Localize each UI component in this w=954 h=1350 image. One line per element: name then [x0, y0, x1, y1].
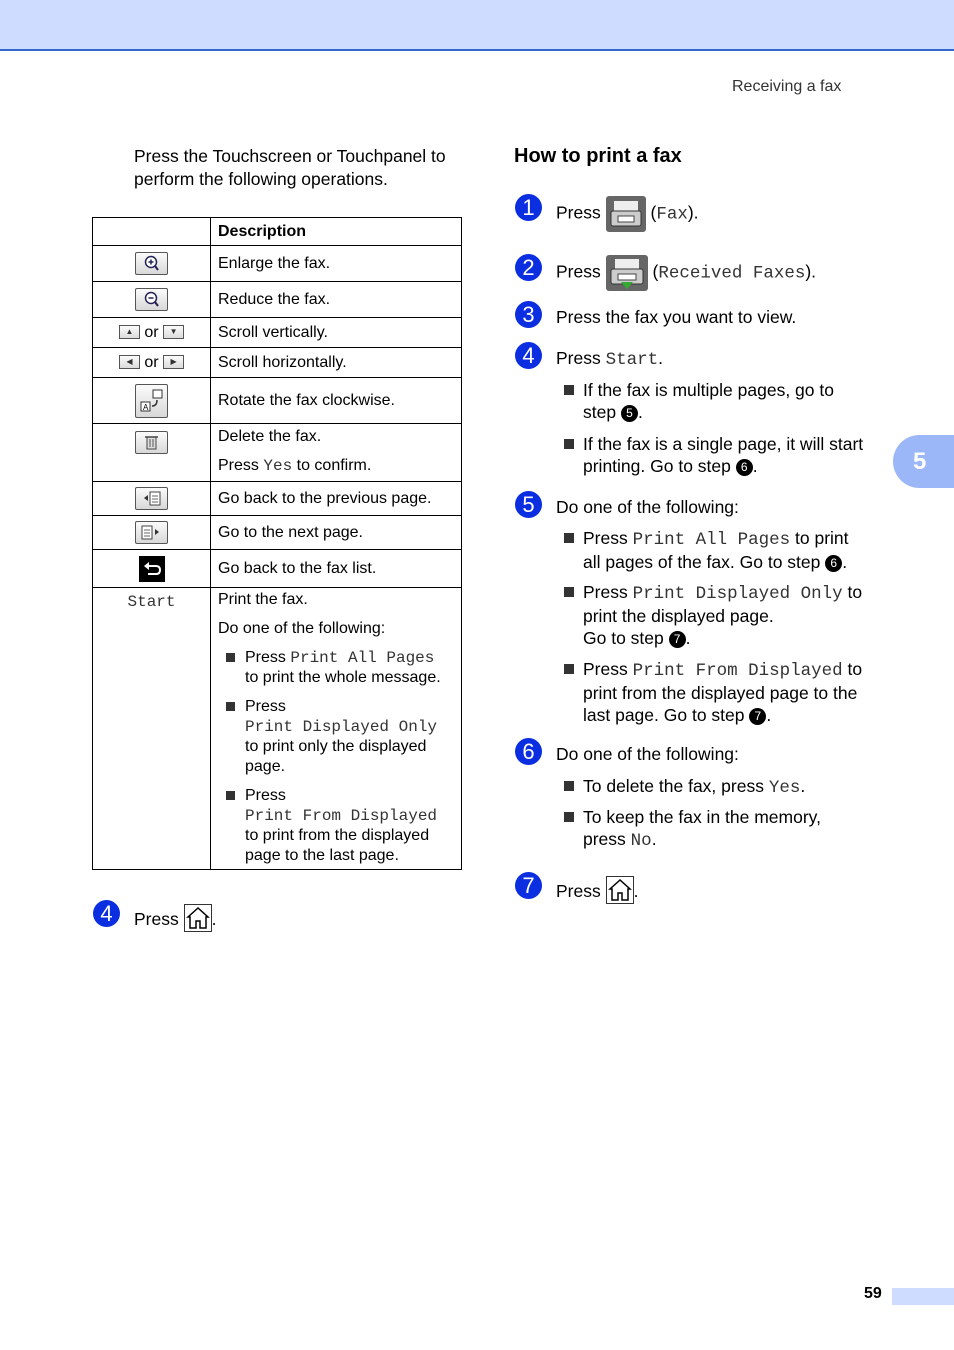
svg-text:A: A: [143, 402, 149, 412]
reduce-desc: Reduce the fax.: [211, 282, 462, 318]
press-text: Press: [556, 348, 601, 368]
print-displayed-only-key: Print Displayed Only: [632, 584, 843, 604]
back-icon: [139, 556, 165, 582]
next-desc: Go to the next page.: [211, 516, 462, 550]
home-icon: [606, 876, 634, 904]
print-from-displayed-key: Print From Displayed: [245, 807, 438, 825]
zoom-out-icon: [135, 288, 168, 311]
print-displayed-only-key: Print Displayed Only: [245, 718, 438, 736]
table-row: [93, 318, 462, 348]
rotate-icon: [135, 384, 168, 418]
bullet-text: all pages of the fax. Go to step: [583, 552, 821, 572]
step-4: [556, 347, 663, 371]
step-ref: 7: [749, 708, 766, 725]
table-row: [93, 550, 462, 588]
intro-text: Press the Touchscreen or Touchpanel to perform the following operations.: [134, 146, 446, 189]
period: .: [633, 881, 639, 901]
bullet-text: If the fax is multiple pages, go to: [583, 380, 834, 400]
scroll-h-desc: Scroll horizontally.: [211, 348, 462, 378]
yes-key: Yes: [768, 778, 801, 798]
paren-open: (: [650, 202, 657, 223]
bullet-text: print from the displayed page to the: [583, 683, 858, 703]
paren-open: (: [652, 261, 659, 282]
table-header-empty: [93, 218, 211, 246]
print-all-pages-key: Print All Pages: [632, 530, 791, 550]
or-label: or: [144, 323, 159, 341]
step-6-bullet-1: To delete the fax, press Yes.: [564, 775, 903, 799]
press-text: Press: [556, 261, 601, 282]
operations-table: [92, 217, 462, 870]
press-text: Press: [245, 787, 286, 804]
step-ref: 6: [736, 459, 753, 476]
page-header-title: Receiving a fax: [732, 78, 842, 95]
no-key: No: [630, 831, 652, 851]
trash-icon: [135, 431, 168, 454]
paren-close: ).: [805, 261, 817, 282]
step-5-bullet-3: Press Print From Displayed to print from the displayed page to the last page. Go to step 7 .: [564, 658, 903, 726]
bullet-text: to print the whole message.: [245, 669, 441, 686]
step-5: Do one of the following:: [556, 497, 739, 517]
table-row: [93, 424, 462, 482]
press-text: Press: [556, 202, 601, 223]
step-number-5: 5: [515, 491, 542, 518]
bullet-text: last page. Go to step: [583, 705, 745, 725]
step-number-1: 1: [515, 194, 542, 221]
arrow-left-icon: ◀: [119, 355, 140, 369]
page-number-bar: [892, 1288, 954, 1305]
page-number: 59: [864, 1285, 882, 1302]
arrow-right-icon: ▶: [163, 355, 184, 369]
step-5-bullet-2: Press Print Displayed Only to print the displayed page. Go to step 7 .: [564, 581, 903, 649]
bullet-text: to print from the displayed page to the last page.: [245, 827, 430, 864]
step-4-bullet-1: If the fax is multiple pages, go to step 5 .: [564, 379, 883, 423]
prev-page-icon: [135, 487, 168, 510]
zoom-in-icon: [135, 252, 168, 275]
press-text: Press: [134, 909, 179, 929]
table-row: [93, 348, 462, 378]
bullet-text: to print: [795, 528, 849, 548]
confirm-text: to confirm.: [296, 457, 372, 474]
table-row: [93, 588, 462, 870]
bullet-text: press: [583, 829, 626, 849]
or-label: or: [144, 353, 159, 371]
table-row: [93, 516, 462, 550]
left-step-4: [134, 904, 216, 932]
scroll-v-desc: Scroll vertically.: [211, 318, 462, 348]
chapter-tab: 5: [893, 435, 954, 488]
start-key: Start: [127, 593, 176, 611]
period: .: [658, 348, 663, 368]
press-text: Press: [583, 659, 628, 679]
bullet-text: to: [847, 582, 863, 602]
received-faxes-icon: [606, 255, 648, 291]
delete-confirm-line: [218, 456, 461, 476]
start-desc-1: Print the fax.: [218, 591, 308, 608]
start-desc-2: Do one of the following:: [218, 620, 386, 637]
bullet-text: to: [847, 659, 863, 679]
step-3: Press the fax you want to view.: [556, 307, 797, 327]
step-5-bullet-1: Press Print All Pages to print all pages of the fax. Go to step 6 .: [564, 527, 903, 573]
press-text: Press: [583, 582, 628, 602]
step-ref: 6: [825, 555, 842, 572]
step-number-4-left: 4: [93, 900, 120, 927]
bullet-text: to print only the displayed page.: [245, 738, 427, 775]
start-key: Start: [605, 350, 659, 370]
step-6: Do one of the following:: [556, 744, 739, 764]
bullet-text: To keep the fax in the memory,: [583, 807, 821, 827]
bullet-text: printing. Go to step: [583, 456, 731, 476]
step-ref: 5: [621, 405, 638, 422]
press-text: Press: [245, 649, 286, 666]
section-title: How to print a fax: [514, 145, 682, 167]
bullet-text: If the fax is a single page, it will start: [583, 434, 864, 454]
period: .: [211, 909, 217, 929]
received-faxes-key: Received Faxes: [658, 263, 806, 284]
press-text: Press: [245, 698, 286, 715]
enlarge-desc: Enlarge the fax.: [211, 246, 462, 282]
step-6-bullet-2: To keep the fax in the memory, press No.: [564, 806, 903, 852]
step-number-3: 3: [515, 301, 542, 328]
table-header: Description: [211, 218, 462, 246]
step-number-4: 4: [515, 342, 542, 369]
rotate-desc: Rotate the fax clockwise.: [211, 378, 462, 424]
bullet-text: Go to step: [583, 628, 664, 648]
start-bullet-3: [226, 786, 455, 866]
arrow-up-icon: ▲: [119, 325, 140, 339]
step-number-7: 7: [515, 872, 542, 899]
bullet-text: To delete the fax, press: [583, 776, 764, 796]
step-2: [556, 255, 816, 291]
paren-close: ).: [687, 202, 699, 223]
start-bullet-2: [226, 697, 455, 777]
step-number-6: 6: [515, 738, 542, 765]
yes-key: Yes: [263, 457, 293, 475]
fax-icon: [606, 196, 646, 232]
press-text: Press: [218, 457, 259, 474]
start-bullet-1: [226, 648, 455, 688]
step-1: [556, 196, 699, 232]
bullet-text: step: [583, 402, 617, 422]
home-icon: [184, 904, 212, 932]
bullet-text: print the displayed page.: [583, 606, 774, 626]
table-row: [93, 282, 462, 318]
press-text: Press: [583, 528, 628, 548]
step-number-2: 2: [515, 254, 542, 281]
print-from-displayed-key: Print From Displayed: [632, 661, 843, 681]
print-all-pages-key: Print All Pages: [290, 649, 435, 667]
fax-key: Fax: [656, 204, 688, 225]
table-row: [93, 482, 462, 516]
step-7: [556, 876, 638, 904]
arrow-down-icon: ▼: [163, 325, 184, 339]
prev-desc: Go back to the previous page.: [211, 482, 462, 516]
next-page-icon: [135, 521, 168, 544]
table-row: [93, 246, 462, 282]
step-ref: 7: [669, 631, 686, 648]
delete-desc: Delete the fax.: [218, 428, 322, 445]
table-row: [93, 378, 462, 424]
top-band: [0, 0, 954, 51]
list-desc: Go back to the fax list.: [211, 550, 462, 588]
press-text: Press: [556, 881, 601, 901]
step-4-bullet-2: If the fax is a single page, it will start printing. Go to step 6 .: [564, 433, 903, 477]
